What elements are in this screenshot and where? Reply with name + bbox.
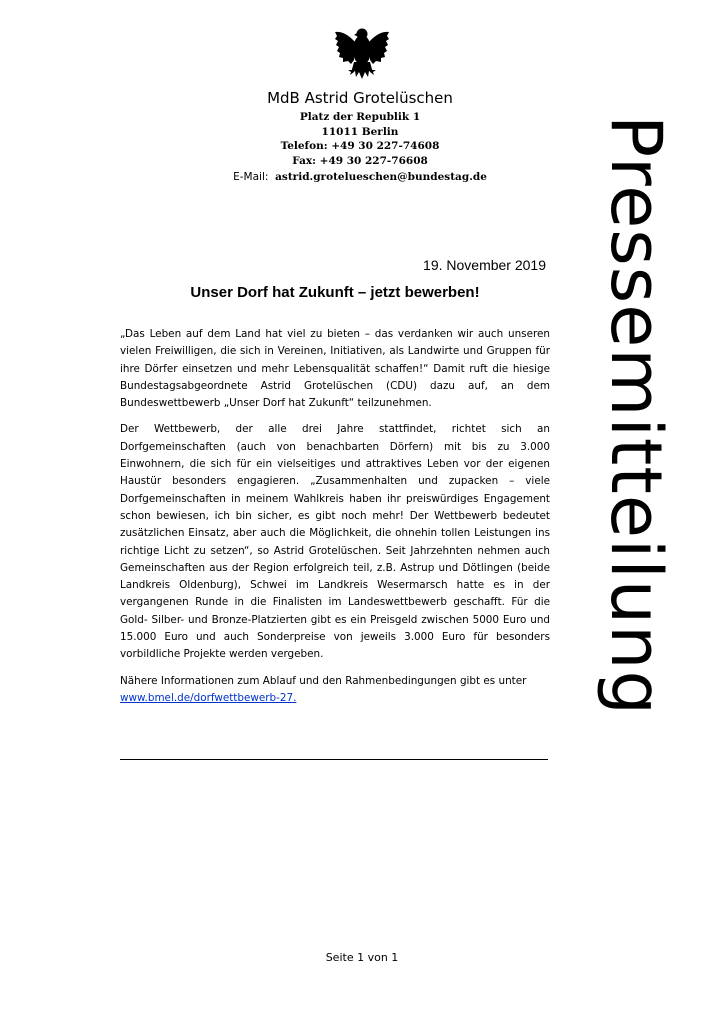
- info-text: Nähere Informationen zum Ablauf und den Rahmenbedingungen gibt es unter: [120, 674, 527, 687]
- press-date: 19. November 2019: [423, 257, 546, 273]
- page-footer: Seite 1 von 1: [325, 951, 399, 964]
- email-address: astrid.grotelueschen@bundestag.de: [275, 171, 487, 183]
- paragraph-1: „Das Leben auf dem Land hat viel zu bieten – das verdanken wir auch unseren vielen Freiwilligen, die sich in Vereinen, Initiativen, als Landwirte und Gruppen für ihre Dörfer einsetzen und mehr Lebensqualität schaffen!“ Damit ruft die hiesige Bundestagsabgeordnete Astrid Grotelüschen (CDU) dazu auf, an dem Bundeswettbewerb „Unser Dorf hat Zukunft“ teilzunehmen.: [120, 328, 550, 410]
- info-paragraph: [120, 673, 550, 708]
- sender-name: MdB Astrid Grotelüschen: [267, 89, 453, 107]
- federal-eagle-icon: [334, 26, 390, 84]
- pressemitteilung-vertical-title: Pressemitteilung: [595, 115, 677, 716]
- phone-number: Telefon: +49 30 227-74608: [280, 140, 440, 152]
- paragraph-2: Der Wettbewerb, der alle drei Jahre stattfindet, richtet sich an Dorfgemeinschaften (auch von benachbarten Dörfern) mit bis zu 3.000 Einwohnern, die sich für ein vielseitiges und attraktives Leben vor der eigenen Haustür besonders engagieren. „Zusammenhalten und zupacken – viele Dorfgemeinschaften in meinem Wahlkreis haben ihr preiswürdiges Engagement schon bewiesen, ich bin sicher, es gibt noch mehr! Der Wettbewerb bedeutet zusätzlichen Einsatz, aber auch die Möglichkeit, die ohnehin tollen Leistungen ins richtige Licht zu setzen“, so Astrid Grotelüschen. Seit Jahrzehnten nehmen auch Gemeinschaften aus der Region erfolgreich teil, z.B. Astrup und Dötlingen (beide Landkreis Oldenburg), Schwei im Landkreis Wesermarsch hatte es in der vergangenen Runde in die Finalisten im Landeswettbewerb geschafft. Für die Gold- Silber- und Bronze-Platzierten gibt es ein Preisgeld zwischen 5000 Euro und 15.000 Euro und auch Sonderpreise von jeweils 3.000 Euro für besonders vorbildliche Projekte werden vergeben.: [120, 423, 550, 661]
- divider-line: [120, 759, 548, 760]
- press-body: [120, 326, 550, 716]
- email-label: E-Mail:: [233, 171, 269, 183]
- address-city: 11011 Berlin: [321, 125, 399, 138]
- address-street: Platz der Republik 1: [299, 111, 421, 123]
- press-headline: Unser Dorf hat Zukunft – jetzt bewerben!: [190, 284, 480, 301]
- email-line: [120, 170, 600, 185]
- letterhead: [120, 88, 600, 185]
- info-link[interactable]: www.bmel.de/dorfwettbewerb-27.: [120, 691, 297, 704]
- fax-number: Fax: +49 30 227-76608: [292, 154, 428, 167]
